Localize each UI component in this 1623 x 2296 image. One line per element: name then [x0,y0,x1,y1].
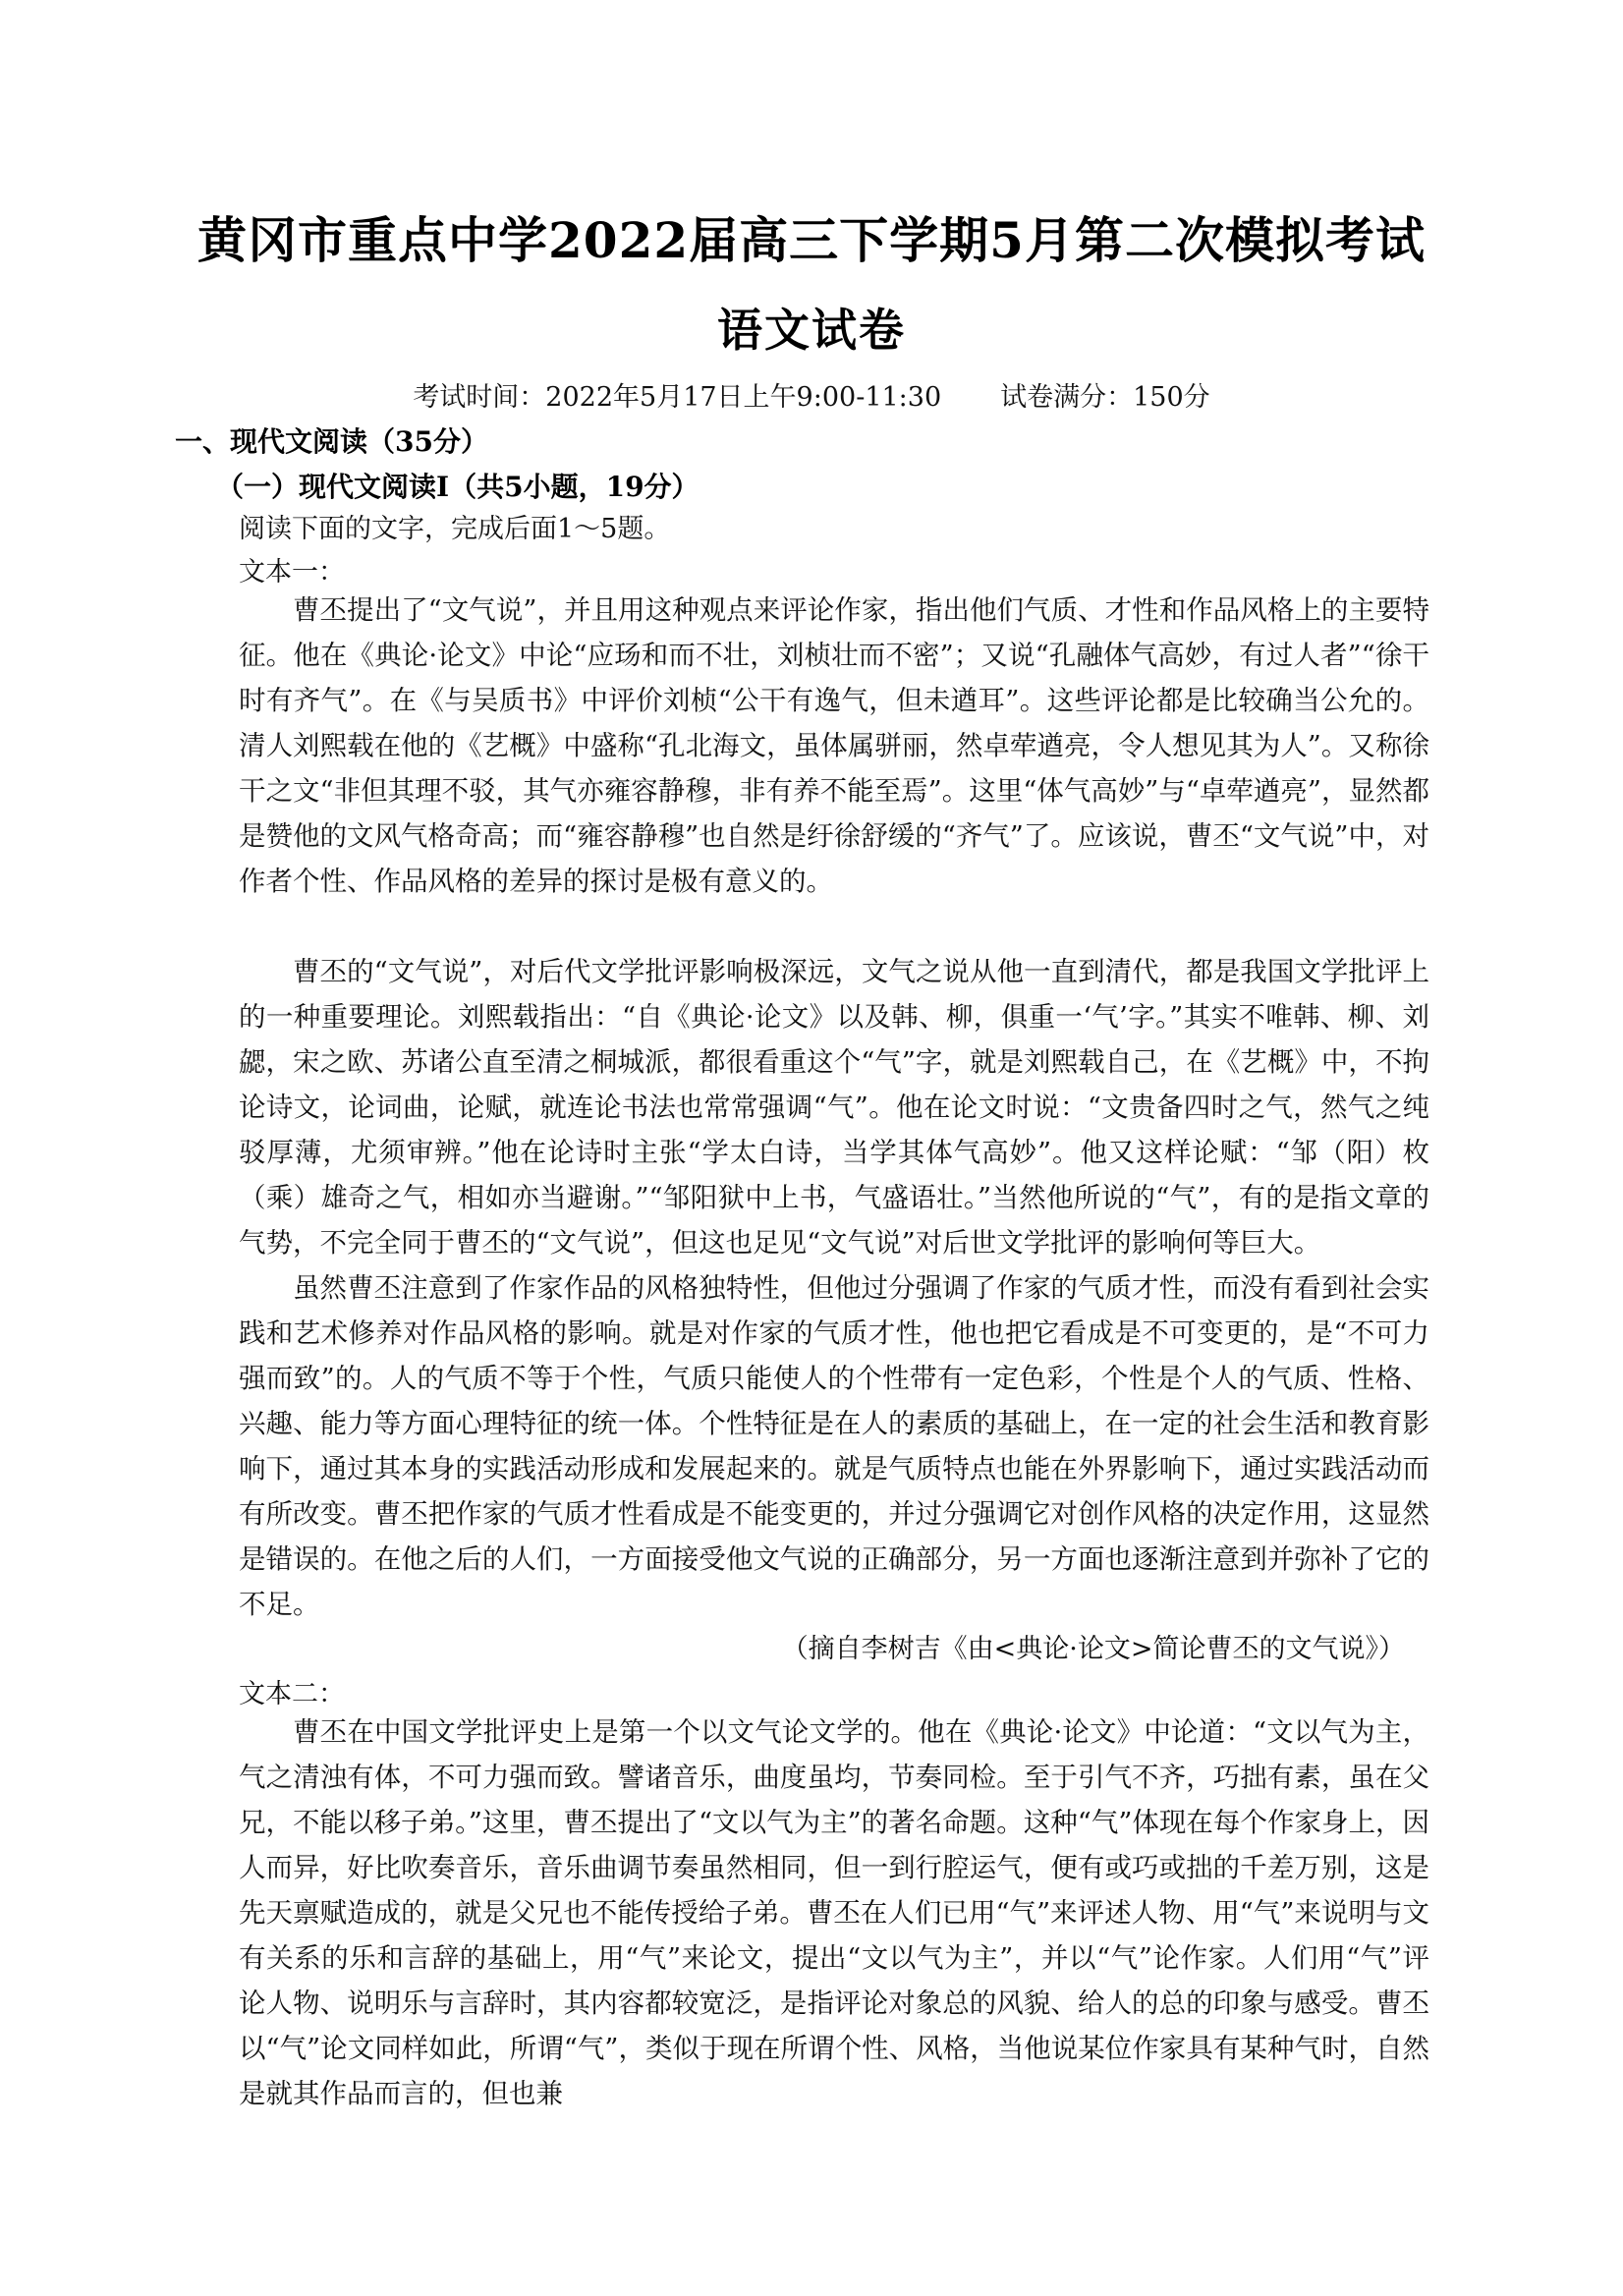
exam-time: 考试时间：2022年5月17日上午9:00-11:30 [413,382,942,413]
text-one-paragraph: 曹丕的“文气说”，对后代文学批评影响极深远，文气之说从他一直到清代，都是我国文学批评上的一种重要理论。刘熙载指出：“自《典论·论文》以及韩、柳，俱重一‘气’字。”其实不唯韩、柳、刘勰，宋之欧、苏诸公直至清之桐城派，都很看重这个“气”字，就是刘熙载自己，在《艺概》中，不拘论诗文，论词曲，论赋，就连论书法也常常强调“气”。他在论文时说：“文贵备四时之气，然气之纯驳厚薄，尤须审辨。”他在论诗时主张“学太白诗，当学其体气高妙”。他又这样论赋：“邹（阳）枚（乘）雄奇之气，相如亦当避谢。”“邹阳狱中上书，气盛语壮。”当然他所说的“气”，有的是指文章的气势，不完全同于曹丕的“文气说”，但这也足见“文气说”对后世文学批评的影响何等巨大。 [239,956,1429,1259]
text-one-label: 文本一： [239,557,345,588]
text-two-label: 文本二： [239,1679,345,1709]
section-heading: 一、现代文阅读（35分） [175,425,488,458]
exam-title: 黄冈市重点中学2022届高三下学期5月第二次模拟考试 [197,211,1426,269]
exam-info [0,375,1623,414]
reading-instruction: 阅读下面的文字，完成后面1～5题。 [239,514,671,544]
text-one-source: （摘自李树吉《由<典论·论文>简论曹丕的文气说》） [781,1634,1405,1664]
sub-section-heading: （一）现代文阅读Ⅰ（共5小题，19分） [216,471,700,503]
text-one-paragraph: 虽然曹丕注意到了作家作品的风格独特性，但他过分强调了作家的气质才性，而没有看到社会实践和艺术修养对作品风格的影响。就是对作家的气质才性，他也把它看成是不可变更的，是“不可力强而致”的。人的气质不等于个性，气质只能使人的个性带有一定色彩，个性是个人的气质、性格、兴趣、能力等方面心理特征的统一体。个性特征是在人的素质的基础上，在一定的社会生活和教育影响下，通过其本身的实践活动形成和发展起来的。就是气质特点也能在外界影响下，通过实践活动而有所改变。曹丕把作家的气质才性看成是不能变更的，并过分强调它对创作风格的决定作用，这显然是错误的。在他之后的人们，一方面接受他文气说的正确部分，另一方面也逐渐注意到并弥补了它的不足。 [239,1272,1429,1620]
text-one-paragraph: 曹丕提出了“文气说”，并且用这种观点来评论作家，指出他们气质、才性和作品风格上的主要特征。他在《典论·论文》中论“应玚和而不壮，刘桢壮而不密”；又说“孔融体气高妙，有过人者”“徐干时有齐气”。在《与吴质书》中评价刘桢“公干有逸气，但未遒耳”。这些评论都是比较确当公允的。清人刘熙载在他的《艺概》中盛称“孔北海文，虽体属骈丽，然卓荦遒亮，令人想见其为人”。又称徐干之文“非但其理不驳，其气亦雍容静穆，非有养不能至焉”。这里“体气高妙”与“卓荦遒亮”，显然都是赞他的文风气格奇高；而“雍容静穆”也自然是纡徐舒缓的“齐气”了。应该说，曹丕“文气说”中，对作者个性、作品风格的差异的探讨是极有意义的。 [239,594,1429,897]
exam-subtitle: 语文试卷 [717,304,906,357]
text-two-paragraph: 曹丕在中国文学批评史上是第一个以文气论文学的。他在《典论·论文》中论道：“文以气为主，气之清浊有体，不可力强而致。譬诸音乐，曲度虽均，节奏同检。至于引气不齐，巧拙有素，虽在父兄，不能以移子弟。”这里，曹丕提出了“文以气为主”的著名命题。这种“气”体现在每个作家身上，因人而异，好比吹奏音乐，音乐曲调节奏虽然相同，但一到行腔运气，便有或巧或拙的千差万别，这是先天禀赋造成的，就是父兄也不能传授给子弟。曹丕在人们已用“气”来评述人物、用“气”来说明与文有关系的乐和言辞的基础上，用“气”来论文，提出“文以气为主”，并以“气”论作家。人们用“气”评论人物、说明乐与言辞时，其内容都较宽泛，是指评论对象总的风貌、给人的总的印象与感受。曹丕以“气”论文同样如此，所谓“气”，类似于现在所谓个性、风格，当他说某位作家具有某种气时，自然是就其作品而言的，但也兼 [239,1716,1429,2109]
full-score: 试卷满分：150分 [1000,382,1210,413]
